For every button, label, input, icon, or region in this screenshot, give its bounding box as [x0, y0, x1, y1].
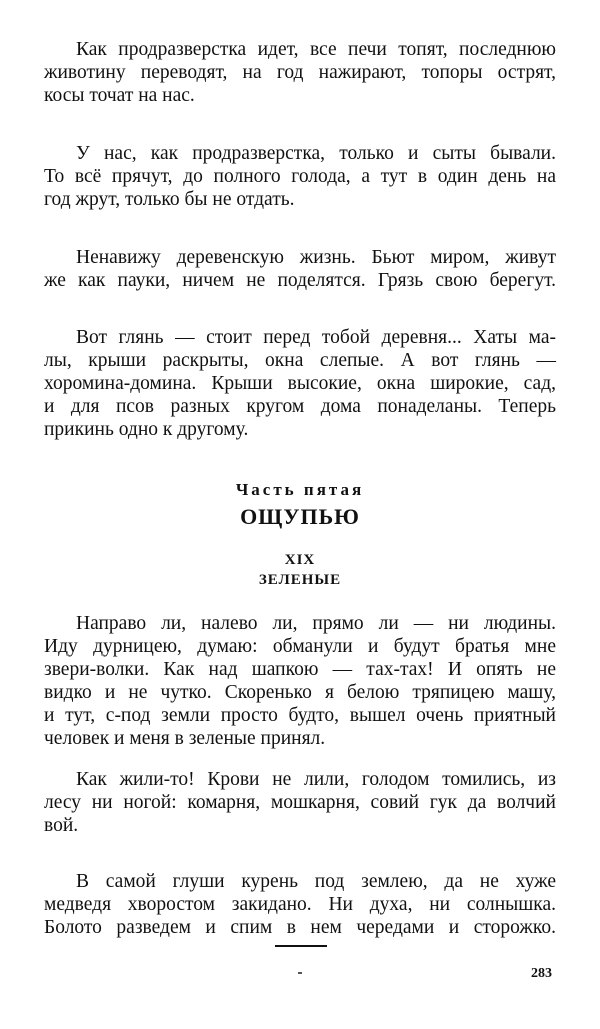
text-line: видко и не чутко. Скоренько я белою тряпицею машу,: [44, 682, 556, 703]
paragraph-7: [44, 870, 556, 939]
text-line: вой.: [44, 815, 79, 836]
text-line: год жрут, только бы не отдать.: [44, 189, 295, 210]
text-line: Как жили-то! Крови не лили, голодом томились, из: [76, 769, 556, 790]
text-line: Иду дурницею, думаю: обманули и будут братья мне: [44, 636, 556, 657]
paragraph-1: [44, 38, 556, 107]
print-mark: [298, 972, 302, 974]
paragraph-6: [44, 768, 556, 837]
text-line: звери-волки. Как над шапкою — тах-тах! И опять не: [44, 659, 556, 680]
part-label: Часть пятая: [235, 480, 365, 499]
text-line: медведя хворостом закидано. Ни духа, ни солнышка.: [44, 894, 556, 915]
part-title: ОЩУПЬЮ: [240, 504, 360, 529]
text-line: лесу ни ногой: комарня, мошкарня, совий гук да волчий: [44, 792, 556, 813]
text-line: В самой глуши курень под землею, да не хуже: [76, 871, 556, 892]
text-line: Вот глянь — стоит перед тобой деревня... Хаты ма-: [76, 327, 556, 348]
end-rule: [275, 945, 327, 947]
text-line: прикинь одно к другому.: [44, 419, 249, 440]
paragraph-5: [44, 612, 556, 750]
chapter-title: ЗЕЛЕНЫЕ: [258, 572, 342, 588]
text-line: Ненавижу деревенскую жизнь. Бьют миром, живут: [76, 247, 556, 268]
chapter-number: XIX: [284, 552, 316, 568]
text-line: Как продразверстка идет, все печи топят, последнюю: [76, 39, 556, 60]
paragraph-3: [44, 246, 556, 292]
paragraph-2: [44, 142, 556, 211]
text-line: и тут, с-под земли просто будто, вышел очень приятный: [44, 705, 556, 726]
text-line: косы точат на нас.: [44, 85, 195, 106]
text-line: и для псов разных кругом дома понаделаны. Теперь: [44, 396, 556, 417]
text-line: Направо ли, налево ли, прямо ли — ни людины.: [76, 613, 556, 634]
paragraph-4: [44, 326, 556, 441]
text-line: Болото разведем и спим в нем чередами и сторожко.: [44, 917, 556, 938]
text-line: же как пауки, ничем не поделятся. Грязь свою берегут.: [44, 270, 556, 291]
page-number: 283: [531, 966, 552, 981]
text-line: У нас, как продразверстка, только и сыты бывали.: [76, 143, 556, 164]
text-line: человек и меня в зеленые принял.: [44, 728, 326, 749]
text-line: То всё прячут, до полного голода, а тут в один день на: [44, 166, 556, 187]
text-line: лы, крыши раскрыты, окна слепые. А вот глянь —: [44, 350, 556, 371]
text-line: хоромина-домина. Крыши высокие, окна широкие, сад,: [44, 373, 556, 394]
text-line: животину переводят, на год нажирают, топоры острят,: [44, 62, 556, 83]
